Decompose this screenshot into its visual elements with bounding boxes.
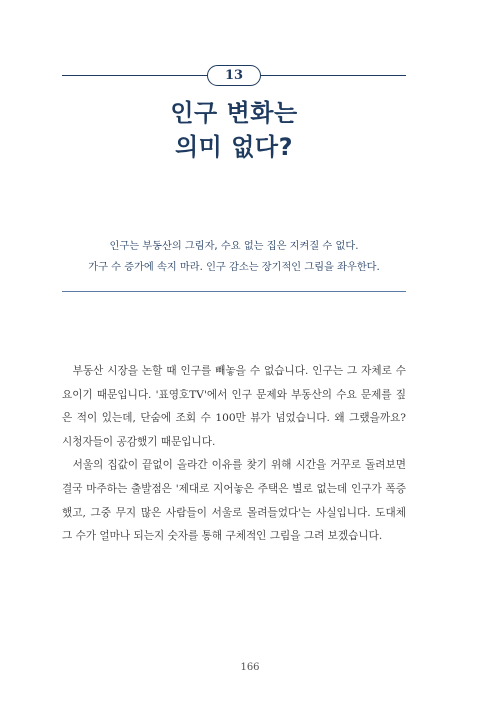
chapter-title xyxy=(62,96,406,164)
chapter-summary-line-1: 인구는 부동산의 그림자, 수요 없는 집은 지켜질 수 없다. xyxy=(109,241,359,252)
page-number: 166 xyxy=(240,662,260,673)
chapter-number-badge xyxy=(207,65,261,86)
chapter-summary xyxy=(62,236,406,278)
chapter-title-line-1: 인구 변화는 xyxy=(170,99,298,127)
body-paragraph-1: 부동산 시장을 논할 때 인구를 빼놓을 수 없습니다. 인구는 그 자체로 수요이기 때문입니다. '표영호TV'에서 인구 문제와 부동산의 수요 문제를 짚은 적이 있는데, 단숨에 조회 수 100만 뷰가 넘었습니다. 왜 그랬을까요? 시청자들이 공감했기 때문입니다. xyxy=(62,365,406,448)
chapter-summary-line-2: 가구 수 증가에 속지 마라. 인구 감소는 장기적인 그림을 좌우한다. xyxy=(88,262,380,273)
summary-divider-line xyxy=(62,291,406,292)
body-text xyxy=(62,360,406,549)
chapter-title-line-2: 의미 없다? xyxy=(174,133,293,161)
body-paragraph-2: 서울의 집값이 끝없이 올라간 이유를 찾기 위해 시간을 거꾸로 돌려보면 결국 마주하는 출발점은 '제대로 지어놓은 주택은 별로 없는데 인구가 폭증했고, 그중 무지 많은 사람들이 서울로 몰려들었다'는 사실입니다. 도대체 그 수가 얼마나 되는지 숫자를 통해 구체적인 그림을 그려 보겠습니다. xyxy=(62,459,406,543)
chapter-number: 13 xyxy=(224,68,244,83)
